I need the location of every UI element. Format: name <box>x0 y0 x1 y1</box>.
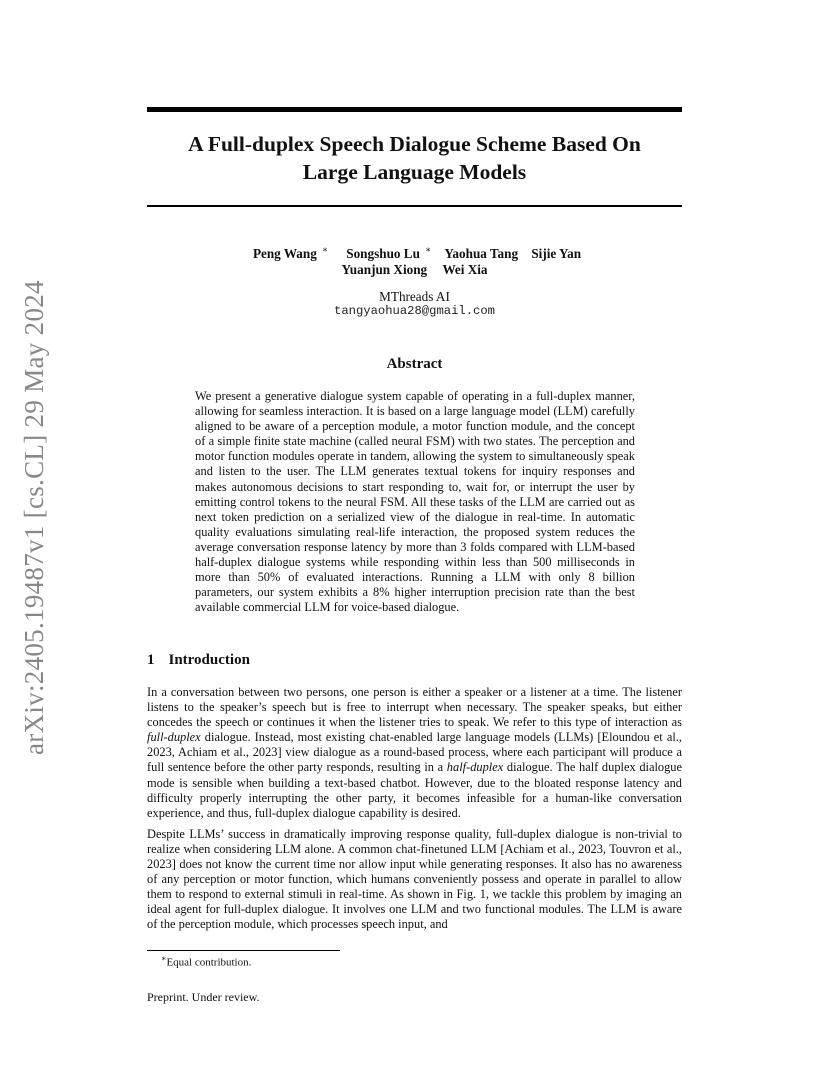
section-heading-introduction <box>147 652 250 669</box>
title-top-rule <box>147 107 682 112</box>
author: Wei Xia <box>442 262 488 278</box>
title-bottom-rule <box>147 205 682 207</box>
footnote-mark: ∗ <box>161 954 167 963</box>
author-row-2 <box>147 262 682 278</box>
section-number: 1 <box>147 652 155 668</box>
arxiv-identifier: arXiv:2405.19487v1 [cs.CL] 29 May 2024 <box>19 280 49 755</box>
footnote <box>161 954 251 969</box>
author: Yaohua Tang <box>444 246 519 262</box>
equal-contribution-mark: ∗ <box>321 245 328 255</box>
author-row-1 <box>147 242 682 262</box>
author: Songshuo Lu ∗ <box>346 245 432 262</box>
footnote-rule <box>147 950 340 951</box>
author: Peng Wang ∗ <box>252 245 328 262</box>
section-title: Introduction <box>168 652 250 668</box>
equal-contribution-mark: ∗ <box>424 245 432 255</box>
footnote-text: Equal contribution. <box>166 956 252 969</box>
author-email[interactable]: tangyaohua28@gmail.com <box>334 304 495 318</box>
paper-title <box>147 130 682 186</box>
paragraph: In a conversation between two persons, one person is either a speaker or a listener at a time. The listener listens to the speaker’s speech but is free to interrupt when necessary. The speaker speaks, but either concedes the speech or continues it when the listener tries to speak. We refer to this type of interaction as full-duplex dialogue. Instead, most existing chat-enabled large language models (LLMs) [Eloundou et al., 2023, Achiam et al., 2023] view dialogue as a round-based process, where each participant will produce a full sentence before the other party responds, resulting in a half-duplex dialogue. The half duplex dialogue mode is sensible when building a text-based chatbot. However, due to the bloated response latency and difficulty properly interrupting the other party, it becomes infeasible for a human-like conversation experience, and thus, full-duplex dialogue capability is desired. <box>147 685 682 820</box>
title-line-1: A Full-duplex Speech Dialogue Scheme Based On <box>188 132 641 156</box>
abstract-heading: Abstract <box>386 356 443 372</box>
paragraph: Despite LLMs’ success in dramatically improving response quality, full-duplex dialogue is non-trivial to realize when considering LLM alone. A common chat-finetuned LLM [Achiam et al., 2023, Touvron et al., 2023] does not know the current time nor allow input while generating responses. It also has no awareness of any perception or motor function, which humans conveniently possess and operate in parallel to allow them to respond to external stimuli in real-time. As shown in Fig. 1, we tackle this problem by imaging an ideal agent for full-duplex dialogue. It involves one LLM and two functional modules. The LLM is aware of the perception module, which processes speech input, and <box>147 826 682 932</box>
affiliation-block <box>147 289 682 319</box>
page-footer: Preprint. Under review. <box>147 990 260 1004</box>
author: Sijie Yan <box>531 246 582 262</box>
affiliation: MThreads AI <box>379 289 450 304</box>
author: Yuanjun Xiong <box>341 262 428 278</box>
introduction-body <box>147 685 682 939</box>
title-line-2: Large Language Models <box>302 160 527 184</box>
author-list <box>147 242 682 278</box>
abstract-text: We present a generative dialogue system capable of operating in a full-duplex manner, allowing for seamless interaction. It is based on a large language model (LLM) carefully aligned to be aware of a perception module, a motor function module, and the concept of a simple finite state machine (called neural FSM) with two states. The perception and motor function modules operate in tandem, allowing the system to simultaneously speak and listen to the user. The LLM generates textual tokens for inquiry responses and makes autonomous decisions to start responding to, wait for, or interrupt the user by emitting control tokens to the neural FSM. All these tasks of the LLM are carried out as next token prediction on a serialized view of the dialogue in real-time. In automatic quality evaluations simulating real-life interaction, the proposed system reduces the average conversation response latency by more than 3 folds compared with LLM-based half-duplex dialogue systems while responding within less than 500 milliseconds in more than 50% of evaluated interactions. Running a LLM with only 8 billion parameters, our system exhibits a 8% higher interruption precision rate than the best available commercial LLM for voice-based dialogue. <box>195 389 635 615</box>
